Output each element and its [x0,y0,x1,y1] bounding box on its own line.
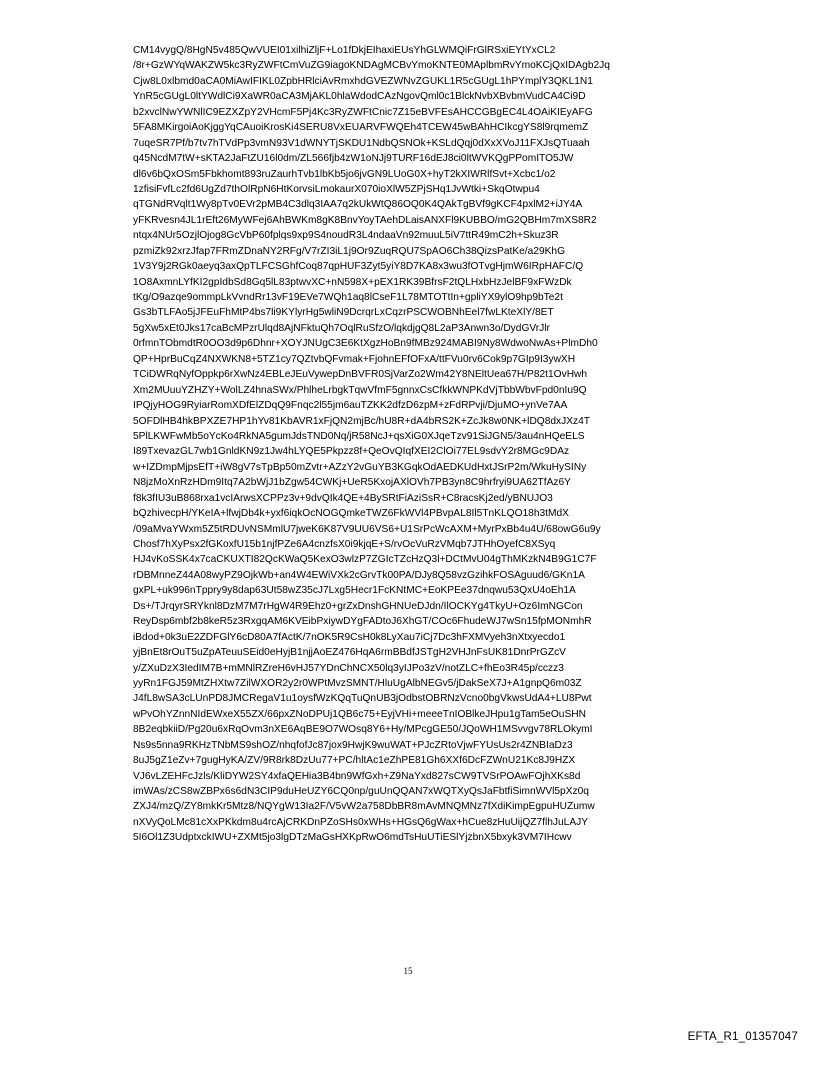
text-line: Chosf7hXyPsx2fGKoxfU15b1njfPZe6A4cnzfsX0i9kjqE+S/rvOcVuRzVMqb7JTHhOyefC8XSyq [133,539,556,550]
text-line: I89TxevazGL7wb1GnldKN9z1Jw4hLYQE5Pkpzz8f+QeOvQIqfXEI2ClOi77EL9sdvY2r8MGc9DAz [133,446,570,458]
text-line: J4fL8wSA3cLUnPD8JMCRegaV1u1oysfWzKQqTuQnUB3jOdbstOBRNzVcno0bgVkwsUdA4+LU8Pwt [133,693,592,705]
text-line: 0rfmnTObmdtR0OO3d9p6Dhnr+XOYJNUgC3E6KtXgzHoBn9fMBz924MABI9Ny8WdwoNwAs+PlmDh0 [133,338,598,350]
text-line: HJ4vKoSSK4x7caCKUXTI82QcKWaQ5KexO3wlzP7ZGIcTZcHzQ3l+DCtMvU04gThMKzkN4B9G1C7F [133,554,597,566]
text-line: 1V3Y9j2RGk0aeyq3axQpTLFCSGhfCoq87qpHUF3Zyt5yiY8D7KA8x3wu3fOTvgHjmW6IRpHAFC/Q [133,261,584,273]
text-line: ReyDsp6mbf2b8keR5z3RxgqAM6KVEibPxiywDYgFADtoJ6XhGT/COc6FhudeWJ7wSn15fpMONmhR [133,616,592,628]
text-line: ntqx4NUr5OzjlOjog8GcVbP60fplqs9xp9S4noudR3L4ndaaVn92muuL5iV7ttR49mC2h+Skuz3R [133,230,559,242]
text-line: 1O8AxmnLYfKI2gpIdbSd8Gq5lL83ptwvXC+nN598X+pEX1RK39BfrsF2tQLHxbHzJelBF9xFWzDk [133,276,572,288]
page-number: 15 [403,966,413,976]
text-line: qTGNdRVqlt1Wy8pTv0EVr2pMB4C3dlq3IAA7q2kUkWtQ86OQ0K4QAkTgBVf9gKCF4pxlM2+iJY4A [133,199,583,211]
text-line: yFKRvesn4JL1rEft26MyWFej6AhBWKm8gK8BnvYoyTAehDLaisANXFl9KUBBO/mG2QBHm7mXS8R2 [133,214,597,226]
text-line: 5OFDlHB4hkBPXZE7HP1hYv81KbAVR1xFjQN2mjBc/hU8R+dA4bRS2K+ZcJk8w0NK+lDQ8dxJXz4T [133,415,591,427]
text-line: gxPL+uk996nTppry9y8dap63Ut58wZ35cJ7Lxg5Hecr1FcKNtMC+EoKPEe37dnqwu53QxU4oEh1A [133,585,576,597]
text-line: yjBnEt8rOuT5uZpATeuuSEid0eHyjB1njjAoEZ476HqA6rmBBdfJSTgH2VHJnFsUK81DnrPrGZcV [133,647,566,659]
text-line: CM14vygQ/8HgN5v485QwVUEI01xilhiZljF+Lo1fDkjEIhaxiEUsYhGLWMQiFrGlRSxiEYtYxCL2 [133,45,556,56]
text-line: 5PlLKWFwMb5oYcKo4RkNA5gumJdsTND0Nq/jR58NcJ+qsXiG0XJqeTzv91SiJGN5/3au4nHQeELS [133,430,585,442]
text-line: N8jzMoXnRzHDm9Itq7A2bWjJ1bZgw54CWKj+UeR5KxojAXlOVh7PB3yn8C9hrfryi9UA62TfAz6Y [133,477,571,489]
text-line: iBdod+0k3uE2ZDFGlY6cD80A7fActK/7nOK5R9CsH0k8LyXau7iCj7Dc3hFXMVyeh3nXtxyecdo1 [133,631,566,643]
text-line: b2xvclNwYWNlIC9EZXZpY2VHcmF5Pj4Kc3RyZWFtCnic7Z15eBVFEsAHCCGBgEC4L4OAiKIEyAFG [133,106,593,118]
text-line: imWAs/zCS8wZBPx6s6dN3CIP9duHeUZY6CQ0np/guUnQQAN7xWQTXyQsJaFbtfiSimnWVl5pXz0q [133,786,589,797]
text-line: 8uJ5gZ1eZv+7gugHyKA/ZV/9R8rk8DzUu77+PC/hltAc1eZhPE81Gh6XXf6DcFZWnU21Kc8J9HZX [133,755,576,767]
text-line: 5gXw5xEt0Jks17caBcMPzrUlqd8AjNFktuQh7OqlRuSfzO/lqkdjgQ8L2aP3Anwn3o/DydGVrJlr [133,322,550,334]
text-line: tKg/O9azqe9ommpLkVvndRr13vF19EVe7WQh1aq8lCseF1L78MTOTtIn+gpliYX9ylO9hp9bTe2t [133,292,563,303]
text-line: 7uqeSR7Pf/b7tv7hTVdPp3vmN93V1dWNYTjSKDU1NdbQSNOk+KSLdQqj0dXxXVoJ11FXJsQTuaah [133,137,590,149]
text-line: 5I6Ol1Z3UdptxckIWU+ZXMt5jo3lgDTzMaGsHXKpRwO6mdTsHuUTiESlYjzbnX5bxyk3VM7IHcwv [133,832,572,844]
document-id-stamp: EFTA_R1_01357047 [687,1031,798,1043]
text-line: 8B2eqbkiiD/Pg20u6xRqOvm3nXE6AqBE9O7WOsq8Y6+Hy/MPcgGE50/JQoWH1MSvvgv78RLOkymI [133,724,593,736]
text-line: TCiDWRqNyfOppkp6rXwNz4EBLeJEuVywepDnBVFR0SjVarZo2Wm42Y8NEltUea67H/P82t1OvHwh [133,369,588,381]
text-line: q45NcdM7tW+sKTA2JaFtZU16l0dm/ZL566fjb4zW1oNJj9TURF16dEJ8ci0ltWVKQgPPomITO5JW [133,153,574,165]
text-line: Gs3bTLFAo5jJFEuFhMtP4bs7li9KYlyrHg5wliN9DcrqrLxCqzrPSCWOBNhEel7fwLKteXlY/8ET [133,307,554,319]
text-line: rDBMnneZ44A08wyPZ9OjkWb+an4W4EWiVXk2cGrvTk00PA/DJy8Q58vzGzihkFOSAguud6/GKn1A [133,569,585,581]
text-line: wPvOhYZnnNIdEWxeX55ZX/66pxZNoDPUj1QB6c75+EyjVHi+meeeTnIOBlkeJHpu1gTam5eOuSHN [133,708,586,720]
text-line: VJ6vLZEHFcJzls/KliDYW2SY4xfaQEHia3B4bn9WfGxh+Z9NaYxd827sCW9TVSrPOAwFOjhXKs8d [133,770,581,782]
text-line: /09aMvaYWxm5Z5tRDUvNSMmlU7jweK6K87V9UU6VS6+U1SrPcWcAXM+MyrPxBb4u4U/68owG6u9y [133,523,601,535]
text-line: YnR5cGUgL0ltYWdlCi9XaWR0aCA3MjAKL0hlaWdodCAzNgovQml0c1BlckNvbXBvbmVudCA4Ci9D [133,91,586,103]
text-line: 5FA8MKirgoiAoKjggYqCAuoiKrosKi4SERU8VxEUARVFWQEh4TCEW45wBAhHCIkcgYS8l9rqmemZ [133,122,589,134]
text-line: Cjw8L0xlbmd0aCA0MiAwIFIKL0ZpbHRlciAvRmxhdGVEZWNvZGUKL1R5cGUgL1hPYmplY3QKL1N1 [133,75,593,87]
text-line: Ns9s5nna9RKHzTNbMS9shOZ/nhqfofJc87jox9HwjK9wuWAT+PJcZRtoVjwFYUsUs2r4ZNBIaDz3 [133,739,573,751]
text-line: yyRn1FGJ59MtZHXtw7ZilWXOR2y2r0WPtMvzSMNT/HluUgAlbNEGv5/jDakSeX7J+A1gnpQ6m03Z [133,677,582,689]
text-line: bQzhivecpH/YKeIA+lfwjDb4k+yxf6iqkOcNOGQmkeTWZ6FkWVl4PBvpAL8Il5TnKLQO18h3tMdX [133,508,569,520]
encoded-text-block [133,43,693,846]
text-line: QP+HprBuCqZ4NXWKN8+5TZ1cy7QZtvbQFvmak+FjohnEFfOFxA/ttFVu0rv6Cok9p7GIp9I3ywXH [133,353,576,365]
text-line: Xm2MUuuYZHZY+WolLZ4hnaSWx/PhlheLrbgkTqwVfmF5gnnxCsCfkkWNPKdVjTbbWbvFpd0nIu9Q [133,384,587,396]
text-line: pzmiZk92xrzJfap7FRmZDnaNY2RFg/V7rZI3iL1j9Or9ZuqRQU7SpAO6Ch38QizsPatKe/a29KhG [133,245,566,257]
text-line: y/ZXuDzX3IedIM7B+mMNlRZreH6vHJ57YDnChNCX50lq3yIJPo3zV/notZLC+fhEo3R45p/cczz3 [133,662,564,674]
text-line: IPQjyHOG9RyiarRomXDfElZDqQ9Fnqc2l55jm6auTZKK2dfzD6zpM+zFdRPvji/DjuMO+ynVe7AA [133,400,568,412]
text-line: f8k3fIU3uB868rxa1vcIArwsXCPPz3v+9dvQIk4QE+4BySRtFiAziSsR+C8racsKj2ed/yBNUJO3 [133,492,553,504]
text-line: Ds+/TJrqyrSRYknl8DzM7M7rHgW4R9Ehz0+grZxDnshGHNUeDJdn/IlOCKYg4TkyU+Oz6ImNGCon [133,600,583,612]
text-line: dl6v6bQxOSm5Fbkhomt893ruZaurhTvb1lbKb5jo6jvGN9LUoG0X+hyT2kXIWRlfSvt+Xcbc1/o2 [133,168,556,180]
text-line: nXVyQoLMc81cXxPKkdm8u4rcAjCRKDnPZoSHs0xWHs+HGsQ6gWax+hCue8zHuUijQZ7flhJuLAJY [133,816,589,828]
text-line: 1zfisiFvfLc2fd6UgZd7thOlRpN6HtKorvsiLmokaurX070ioXlW5ZPjSHq1JvWtki+SkqOtwpu4 [133,183,540,195]
text-line: /8r+GzWYqWAKZW5kc3RyZWFtCmVuZG9iagoKNDAgMCBvYmoKNTE0MAplbmRvYmoKCjQxIDAgb2Jq [133,60,610,72]
text-line: ZXJ4/mzQ/ZY8mkKr5Mtz8/NQYgW13Ia2F/V5vW2a758DbBR8mAvMNQMNz7fXdiKimpEgpuHUZumw [133,801,595,813]
text-line: w+IZDmpMjpsEfT+iW8gV7sTpBp50mZvtr+AZzY2vGuYB3KGqkOdAEDKUdHxtJSrP2m/WkuHySINy [133,461,587,473]
